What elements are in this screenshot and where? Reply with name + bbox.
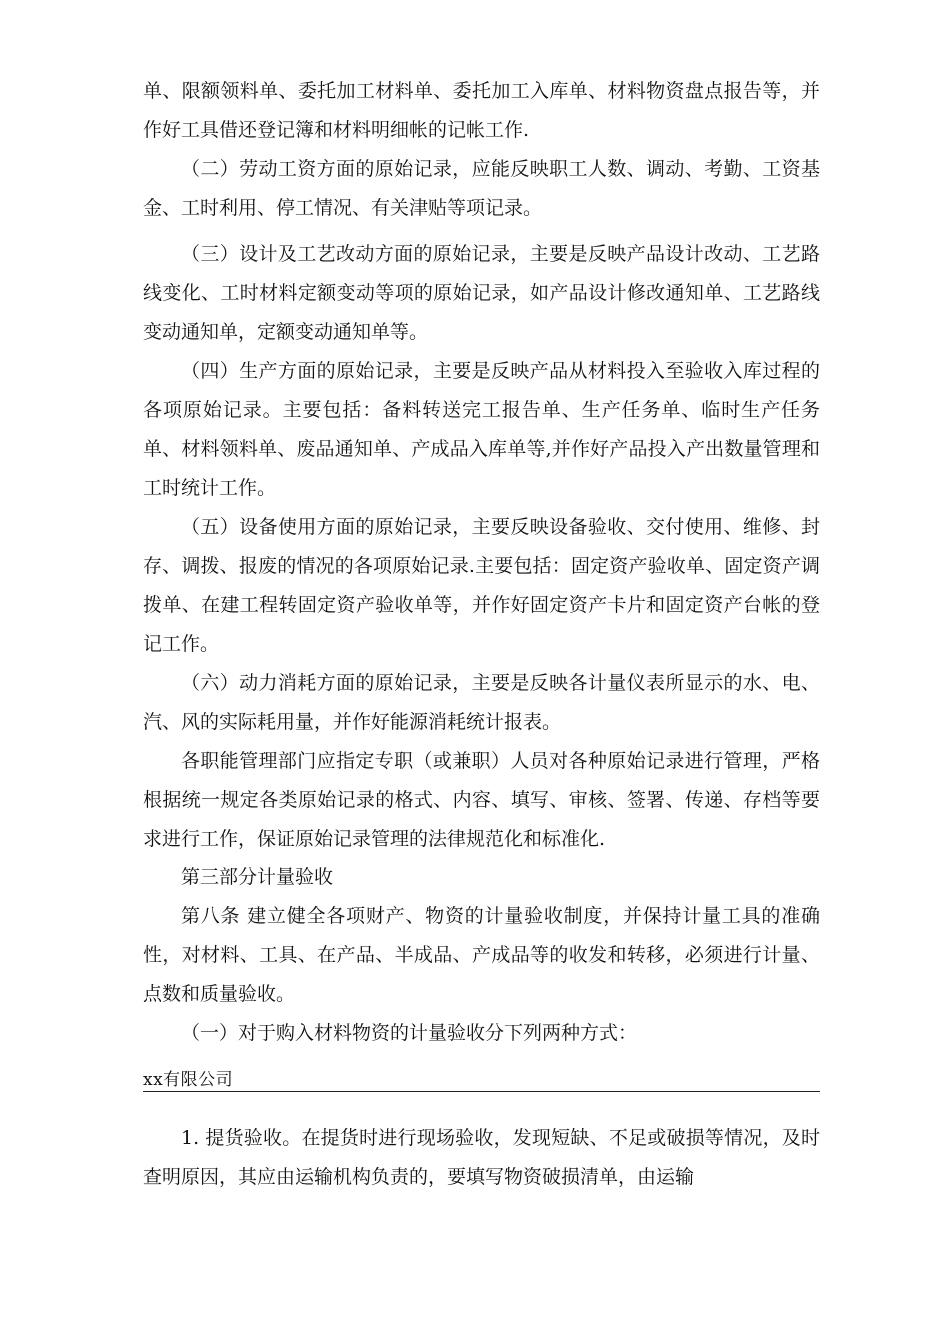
paragraph-labor-wages: （二）劳动工资方面的原始记录，应能反映职工人数、调动、考勤、工资基金、工时利用、停工情况、有关津贴等项记录。 [143,158,820,219]
paragraph-design-process: （三）设计及工艺改动方面的原始记录，主要是反映产品设计改动、工艺路线变化、工时材料定额变动等项的原始记录，如产品设计修改通知单、工艺路线变动通知单，定额变动通知单等。 [143,243,820,343]
paragraph-article-eight: 第八条 建立健全各项财产、物资的计量验收制度，并保持计量工具的准确性，对材料、工具、在产品、半成品、产成品等的收发和转移，必须进行计量、点数和质量验收。 [143,905,820,1005]
paragraph-production: （四）生产方面的原始记录，主要是反映产品从材料投入至验收入库过程的各项原始记录。主要包括：备料转送完工报告单、生产任务单、临时生产任务单、材料领料单、废品通知单、产成品入库单等,并作好产品投入产出数量管理和工时统计工作。 [143,360,820,499]
paragraph-pickup-acceptance: 1. 提货验收。在提货时进行现场验收，发现短缺、不足或破损等情况，及时查明原因，其应由运输机构负责的，要填写物资破损清单，由运输 [143,1127,820,1188]
footer-divider [143,1091,820,1092]
paragraph-energy: （六）动力消耗方面的原始记录，主要是反映各计量仪表所显示的水、电、汽、风的实际耗用量，并作好能源消耗统计报表。 [143,672,820,733]
paragraph-continuation: 单、限额领料单、委托加工材料单、委托加工入库单、材料物资盘点报告等，并作好工具借还登记簿和材料明细帐的记帐工作. [143,80,820,141]
footer-company-name: xx有限公司 [143,1070,234,1090]
paragraph-purchase-acceptance: （一）对于购入材料物资的计量验收分下列两种方式： [181,1022,638,1044]
section-heading-part-three: 第三部分计量验收 [181,866,334,888]
paragraph-departments: 各职能管理部门应指定专职（或兼职）人员对各种原始记录进行管理，严格根据统一规定各类原始记录的格式、内容、填写、审核、签署、传递、存档等要求进行工作，保证原始记录管理的法律规范化和标准化. [143,750,820,850]
paragraph-equipment: （五）设备使用方面的原始记录，主要反映设备验收、交付使用、维修、封存、调拨、报废的情况的各项原始记录.主要包括：固定资产验收单、固定资产调拨单、在建工程转固定资产验收单等，并作好固定资产卡片和固定资产台帐的登记工作。 [143,516,820,655]
